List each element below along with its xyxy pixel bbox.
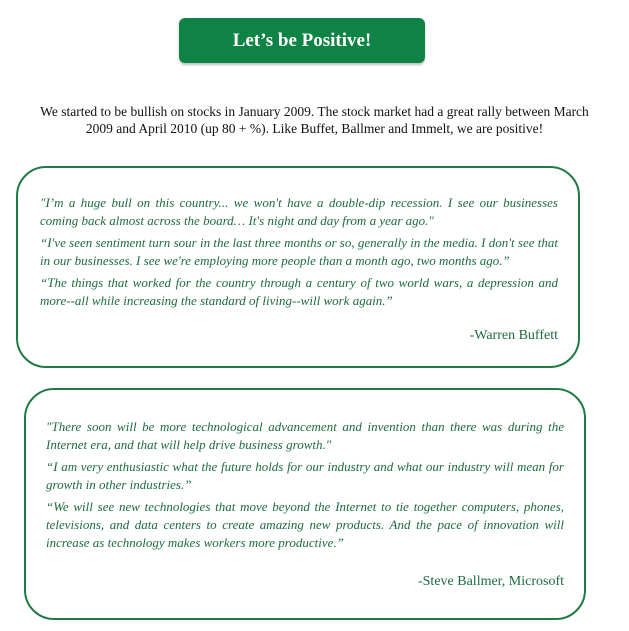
- buffett-attribution: -Warren Buffett: [469, 328, 558, 343]
- ballmer-quote-3: “We will see new technologies that move beyond the Internet to tie together computers, phones, televisions, and data centers to create amazing new products. And the pace of innovation will increase as technology makes workers more productive.”: [46, 499, 564, 550]
- page-title: Let’s be Positive!: [179, 18, 425, 63]
- buffett-quote-3: “The things that worked for the country through a century of two world wars, a depression and more--all while increasing the standard of living--will work again.”: [40, 275, 558, 308]
- buffett-quote-2: “I've seen sentiment turn sour in the last three months or so, generally in the media. I don't see that in our businesses. I see we're employing more people than a month ago, two months ago.”: [40, 235, 558, 268]
- ballmer-quote-2: “I am very enthusiastic what the future holds for our industry and what our industry will mean for growth in other industries.”: [46, 459, 564, 492]
- intro-paragraph: We started to be bullish on stocks in January 2009. The stock market had a great rally between March 2009 and April 2010 (up 80 + %). Like Buffet, Ballmer and Immelt, we are positive!: [40, 104, 589, 136]
- buffett-quote-box: [16, 166, 580, 368]
- ballmer-quote-1: "There soon will be more technological advancement and invention than there was during the Internet era, and that will help drive business growth.": [46, 419, 564, 452]
- buffett-quote-1: "I’m a huge bull on this country... we won't have a double-dip recession. I see our businesses coming back almost across the board… It's night and day from a year ago.": [40, 195, 558, 228]
- ballmer-attribution: -Steve Ballmer, Microsoft: [417, 574, 564, 589]
- ballmer-quote-box: [24, 388, 586, 620]
